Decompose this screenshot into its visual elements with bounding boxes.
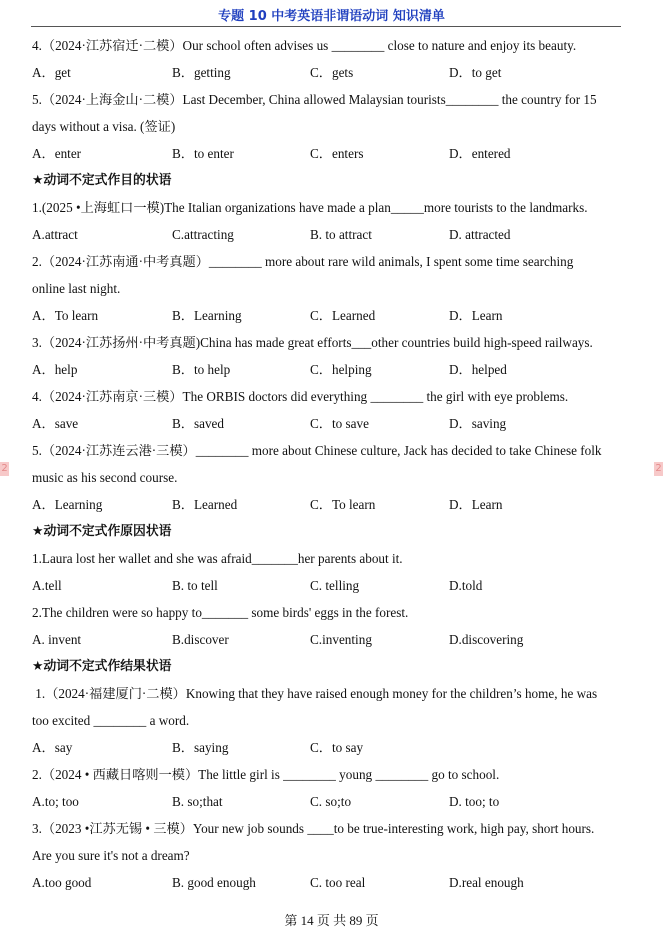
- option-a: A．enter: [32, 146, 82, 161]
- right-margin-marker: 2: [655, 463, 662, 474]
- option-b: C.attracting: [172, 227, 234, 242]
- section-heading-reason: ★动词不定式作原因状语: [32, 524, 172, 539]
- option-c: C．helping: [310, 362, 372, 377]
- option-a: A．Learning: [32, 497, 103, 512]
- option-b: B．to help: [172, 362, 231, 377]
- option-b: B．getting: [172, 65, 231, 80]
- option-b: B. good enough: [172, 875, 256, 890]
- option-c: C. so;to: [310, 794, 352, 809]
- question-text: 5.（2024·上海金山·二模）Last December, China allowed Malaysian tourists________ the country for 15: [32, 92, 597, 107]
- option-a: A．say: [32, 740, 73, 755]
- option-d: D．Learn: [449, 308, 503, 323]
- option-c: C．enters: [310, 146, 364, 161]
- question-text: 5.（2024·江苏连云港·三模）________ more about Chinese culture, Jack has decided to take Chinese folk: [32, 443, 602, 458]
- page-header-title: 专题 10 中考英语非谓语动词 知识清单: [218, 9, 445, 24]
- option-a: A.too good: [32, 875, 92, 890]
- option-d: D. attracted: [449, 227, 511, 242]
- option-c: C．Learned: [310, 308, 376, 323]
- question-text: 3.（2024·江苏扬州·中考真题)China has made great efforts___other countries build high-speed railways.: [32, 335, 593, 350]
- option-d: D．saving: [449, 416, 507, 431]
- option-a: A.tell: [32, 578, 62, 593]
- option-b: B．Learned: [172, 497, 238, 512]
- option-b: B．Learning: [172, 308, 242, 323]
- question-text: 2.（2024 • 西藏日喀则一模）The little girl is ________ young ________ go to school.: [32, 767, 500, 782]
- question-text: 2.（2024·江苏南通·中考真题）________ more about rare wild animals, I spent some time searching: [32, 254, 574, 269]
- question-text: 3.（2023 •江苏无锡 • 三模）Your new job sounds ____to be true-interesting work, high pay, short hours.: [32, 821, 595, 836]
- question-text: 4.（2024·江苏南京·三模）The ORBIS doctors did everything ________ the girl with eye problems.: [32, 389, 569, 404]
- option-a: A．save: [32, 416, 79, 431]
- question-text: 2.The children were so happy to_______ some birds' eggs in the forest.: [32, 605, 409, 620]
- option-d: D.told: [449, 578, 483, 593]
- option-d: D．Learn: [449, 497, 503, 512]
- option-c: C．gets: [310, 65, 354, 80]
- option-d: D．entered: [449, 146, 511, 161]
- question-text: 1.Laura lost her wallet and she was afraid_______her parents about it.: [32, 551, 403, 566]
- question-text-cont: music as his second course.: [32, 470, 178, 485]
- header-divider: [31, 26, 621, 27]
- option-a: A.to; too: [32, 794, 79, 809]
- option-b: B. to tell: [172, 578, 218, 593]
- option-b: B.discover: [172, 632, 229, 647]
- option-c: C．to save: [310, 416, 369, 431]
- page-number-footer: 第 14 页 共 89 页: [284, 913, 379, 928]
- option-a: A．To learn: [32, 308, 99, 323]
- option-c: C. telling: [310, 578, 360, 593]
- option-c: C．to say: [310, 740, 364, 755]
- section-heading-purpose: ★动词不定式作目的状语: [32, 173, 172, 188]
- question-text: 1.（2024·福建厦门·二模）Knowing that they have raised enough money for the children’s home, he was: [32, 686, 598, 701]
- option-c: C.inventing: [310, 632, 372, 647]
- option-d: D.discovering: [449, 632, 524, 647]
- section-heading-result: ★动词不定式作结果状语: [32, 659, 172, 674]
- option-c: B. to attract: [310, 227, 372, 242]
- option-c: C. too real: [310, 875, 366, 890]
- option-b: B. so;that: [172, 794, 223, 809]
- option-d: D.real enough: [449, 875, 524, 890]
- question-text-cont: days without a visa. (签证): [32, 119, 176, 134]
- question-text-cont: online last night.: [32, 281, 121, 296]
- option-a: A．get: [32, 65, 71, 80]
- option-b: B．saying: [172, 740, 229, 755]
- question-text: 4.（2024·江苏宿迁·二模）Our school often advises us ________ close to nature and enjoy its beauty.: [32, 38, 577, 53]
- question-text-cont: too excited ________ a word.: [32, 713, 190, 728]
- option-a: A．help: [32, 362, 78, 377]
- option-a: A.attract: [32, 227, 78, 242]
- question-text-cont: Are you sure it's not a dream?: [32, 848, 190, 863]
- option-a: A. invent: [32, 632, 82, 647]
- option-c: C．To learn: [310, 497, 376, 512]
- option-d: D．to get: [449, 65, 502, 80]
- option-d: D．helped: [449, 362, 507, 377]
- option-b: B．saved: [172, 416, 225, 431]
- left-margin-marker: 2: [1, 463, 8, 474]
- option-d: D. too; to: [449, 794, 500, 809]
- question-text: 1.(2025 •上海虹口一模)The Italian organizations have made a plan_____more tourists to the landmarks.: [32, 200, 588, 215]
- option-b: B．to enter: [172, 146, 234, 161]
